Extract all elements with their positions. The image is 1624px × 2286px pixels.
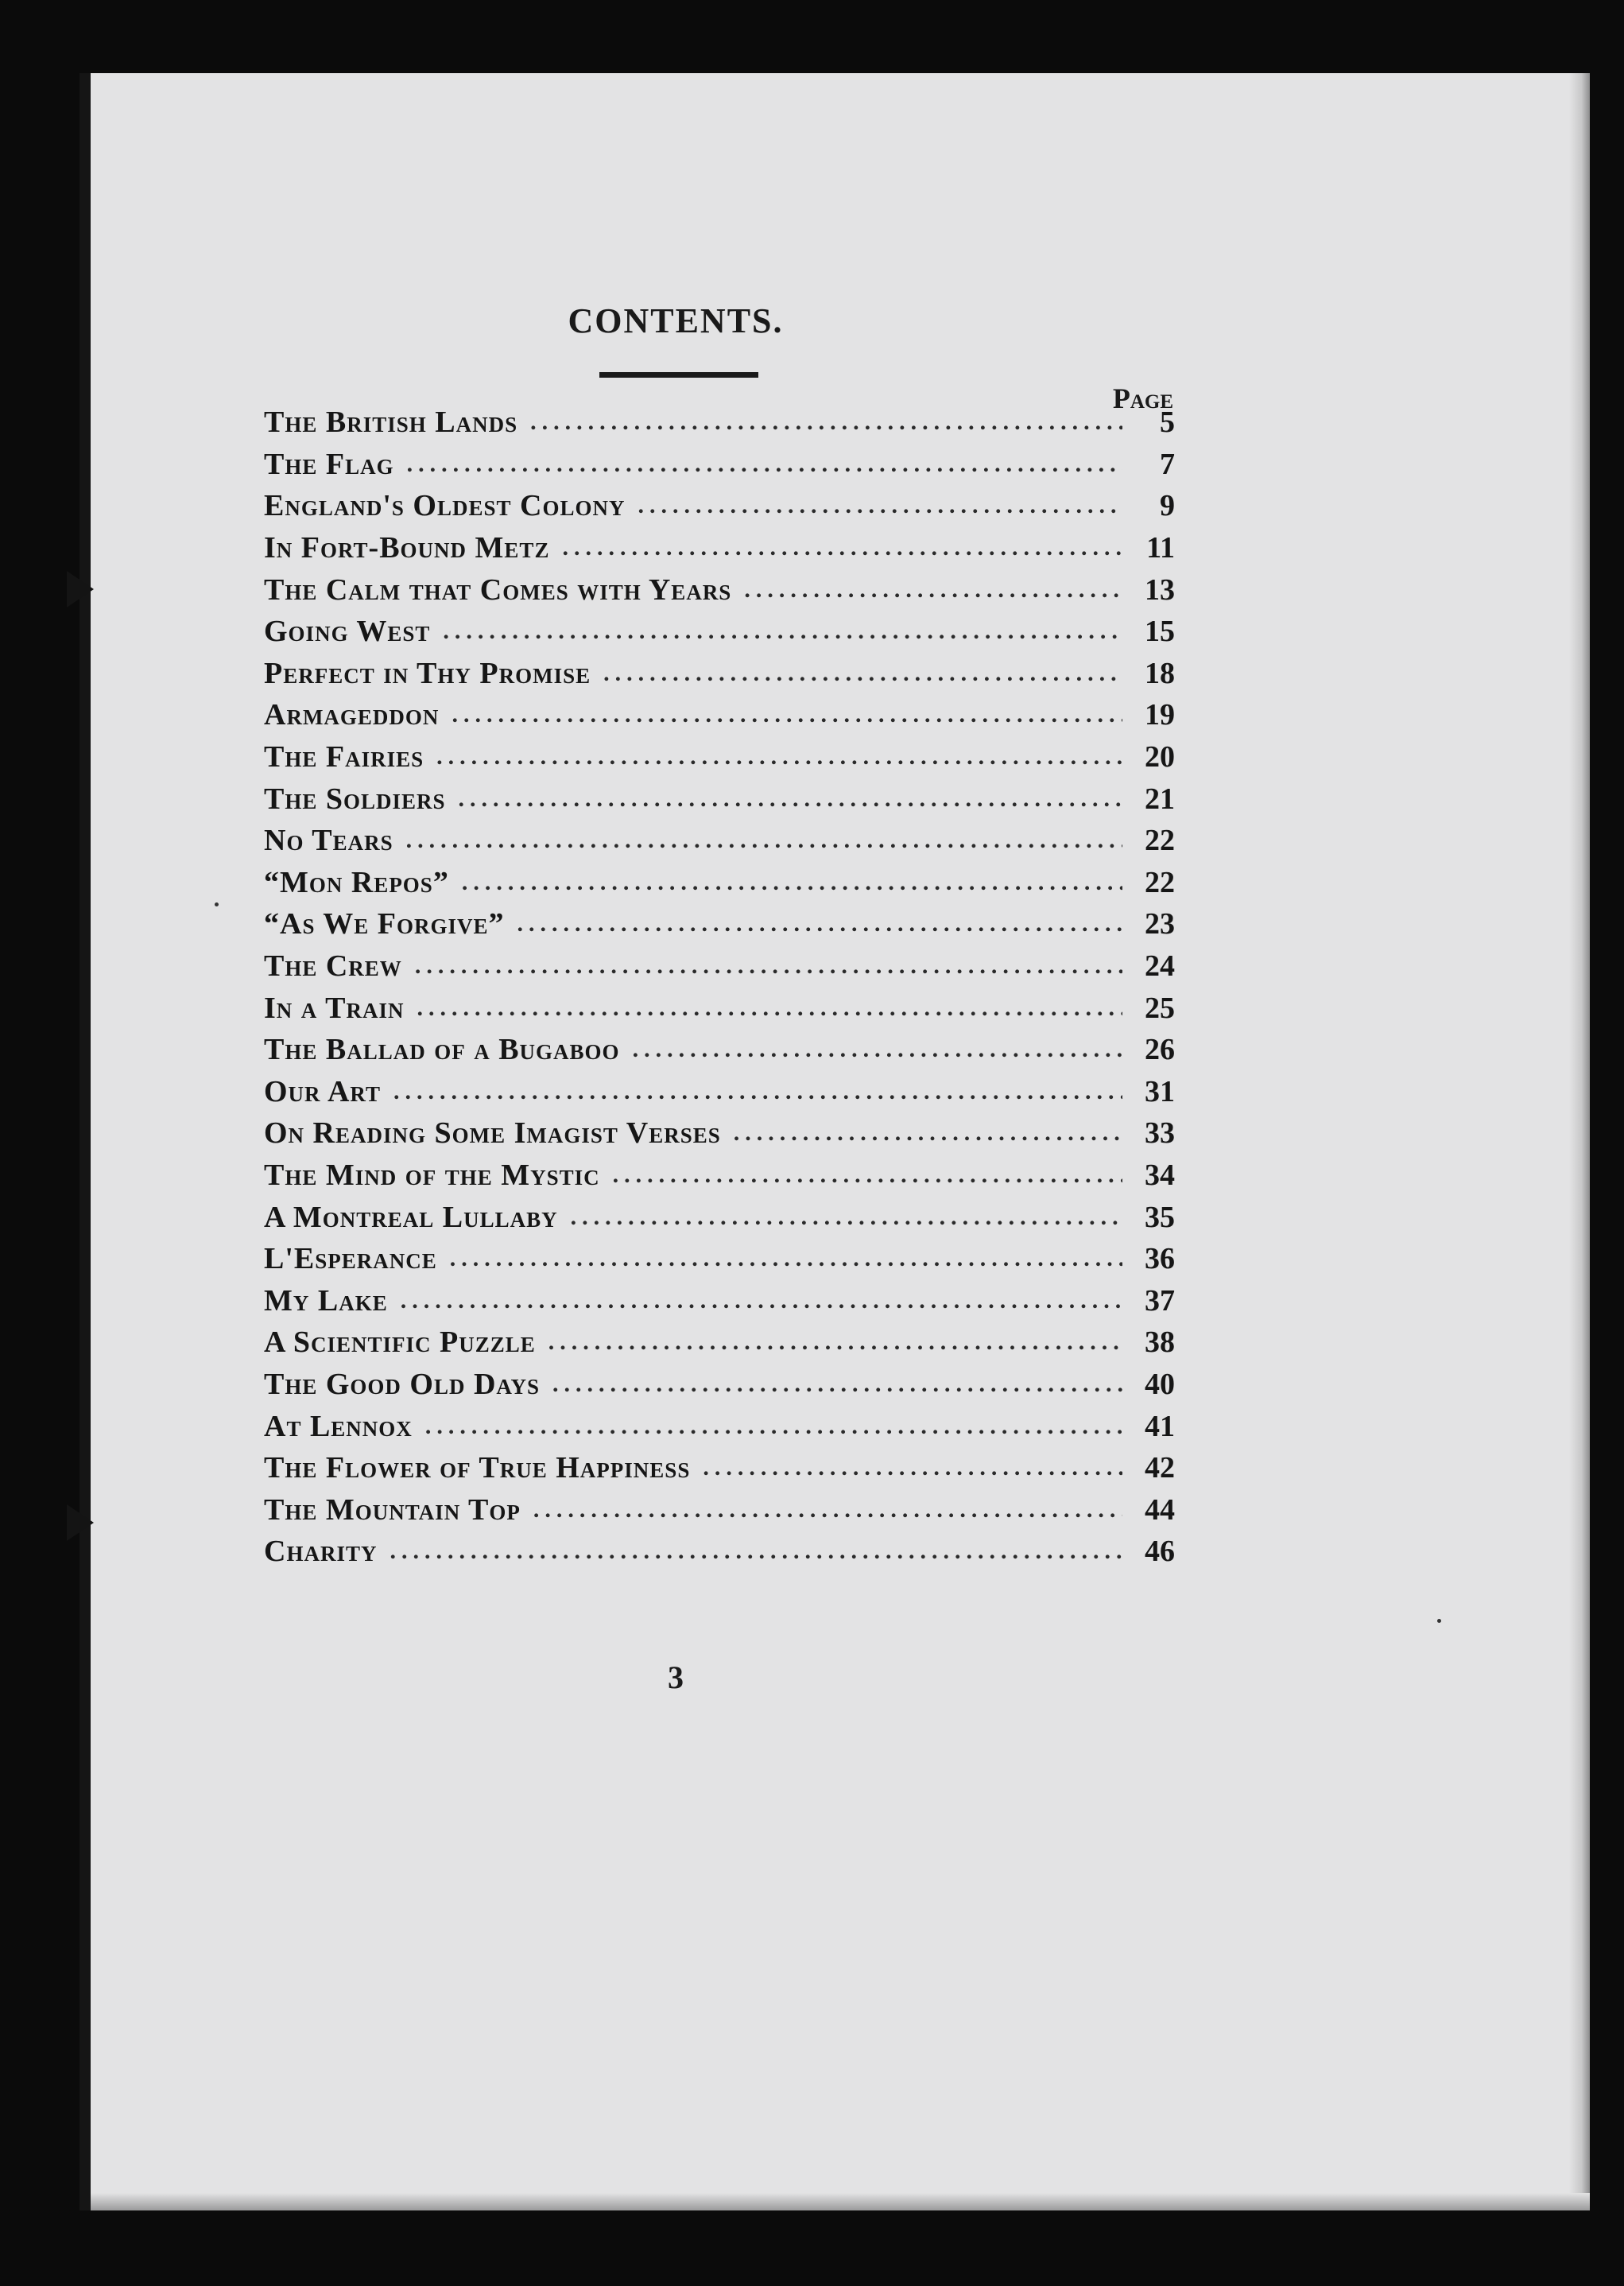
contents-entry (264, 1447, 1175, 1489)
dot-leader (436, 743, 1122, 770)
entry-page-number: 21 (1145, 782, 1175, 816)
dot-leader (517, 910, 1122, 937)
contents-entry (264, 1322, 1175, 1364)
contents-list (264, 402, 1175, 1573)
entry-title: Our Art (264, 1074, 381, 1108)
entry-title: The Fairies (264, 740, 424, 774)
entry-page-number: 19 (1145, 698, 1175, 732)
entry-title: “Mon Repos” (264, 865, 449, 899)
dot-leader (450, 1245, 1122, 1272)
dot-leader (443, 618, 1122, 645)
entry-title: The Calm that Comes with Years (264, 572, 732, 607)
entry-page-number: 5 (1160, 406, 1175, 440)
entry-title: On Reading Some Imagist Verses (264, 1116, 721, 1151)
entry-page-number: 33 (1145, 1116, 1175, 1151)
entry-title: The Mountain Top (264, 1492, 521, 1527)
entry-page-number: 38 (1145, 1325, 1175, 1360)
dot-leader (407, 451, 1122, 478)
entry-page-number: 23 (1145, 907, 1175, 941)
dot-leader (406, 827, 1122, 854)
contents-entry (264, 569, 1175, 611)
entry-title: The Flower of True Happiness (264, 1451, 691, 1485)
dot-leader (401, 1287, 1122, 1314)
page-edge-bottom (91, 2193, 1590, 2210)
dot-leader (425, 1413, 1122, 1440)
dot-leader (393, 1078, 1122, 1105)
entry-page-number: 15 (1145, 615, 1175, 649)
entry-title: The Flag (264, 447, 394, 481)
contents-entry (264, 1071, 1175, 1113)
entry-page-number: 34 (1145, 1158, 1175, 1192)
dot-leader (633, 1036, 1122, 1063)
entry-page-number: 40 (1145, 1367, 1175, 1401)
contents-entry (264, 1405, 1175, 1447)
entry-title: No Tears (264, 824, 393, 858)
entry-title: The Ballad of a Bugaboo (264, 1033, 620, 1067)
entry-page-number: 13 (1145, 572, 1175, 607)
contents-entry (264, 611, 1175, 653)
entry-page-number: 26 (1145, 1033, 1175, 1067)
entry-page-number: 31 (1145, 1074, 1175, 1108)
entry-title: Perfect in Thy Promise (264, 656, 591, 690)
entry-page-number: 46 (1145, 1535, 1175, 1569)
contents-entry (264, 736, 1175, 778)
contents-entry (264, 1488, 1175, 1531)
contents-entry (264, 1196, 1175, 1238)
entry-title: Armageddon (264, 698, 440, 732)
dot-leader (415, 953, 1122, 980)
entry-page-number: 20 (1145, 740, 1175, 774)
paper-speck (1437, 1619, 1441, 1623)
dot-leader (390, 1538, 1122, 1565)
contents-entry (264, 945, 1175, 988)
contents-entry (264, 778, 1175, 820)
contents-heading: CONTENTS. (568, 301, 784, 340)
entry-page-number: 41 (1145, 1409, 1175, 1443)
entry-title: Charity (264, 1535, 378, 1569)
entry-title: At Lennox (264, 1409, 413, 1443)
dot-leader (530, 409, 1122, 436)
dot-leader (613, 1162, 1122, 1189)
dot-leader (533, 1496, 1122, 1523)
contents-entry (264, 444, 1175, 486)
entry-page-number: 11 (1146, 531, 1175, 565)
entry-title: A Scientific Puzzle (264, 1325, 536, 1360)
binding-tab-mark (67, 1504, 94, 1541)
dot-leader (462, 869, 1122, 896)
entry-title: Going West (264, 615, 431, 649)
entry-title: “As We Forgive” (264, 907, 505, 941)
entry-page-number: 22 (1145, 824, 1175, 858)
dot-leader (459, 786, 1122, 813)
contents-entry (264, 862, 1175, 904)
contents-entry (264, 1364, 1175, 1406)
entry-page-number: 42 (1145, 1451, 1175, 1485)
entry-page-number: 44 (1145, 1492, 1175, 1527)
contents-entry (264, 485, 1175, 527)
entry-page-number: 35 (1145, 1200, 1175, 1234)
entry-title: The Mind of the Mystic (264, 1158, 600, 1192)
entry-page-number: 22 (1145, 865, 1175, 899)
entry-title: The Good Old Days (264, 1367, 540, 1401)
contents-entry (264, 527, 1175, 569)
entry-page-number: 25 (1145, 991, 1175, 1025)
contents-entry (264, 1029, 1175, 1071)
contents-entry (264, 1112, 1175, 1155)
contents-entry (264, 987, 1175, 1029)
dot-leader (734, 1120, 1122, 1147)
entry-title: England's Oldest Colony (264, 489, 626, 523)
dot-leader (603, 660, 1122, 687)
entry-title: L'Esperance (264, 1242, 437, 1276)
binding-tab-mark (67, 571, 94, 607)
entry-page-number: 36 (1145, 1242, 1175, 1276)
paper-speck (215, 902, 219, 906)
heading-rule (599, 372, 758, 378)
entry-page-number: 9 (1160, 489, 1175, 523)
contents-entry (264, 653, 1175, 695)
page-number: 3 (668, 1659, 684, 1695)
contents-entry (264, 402, 1175, 444)
contents-entry (264, 694, 1175, 736)
entry-page-number: 37 (1145, 1283, 1175, 1318)
dot-leader (452, 701, 1122, 728)
dot-leader (571, 1204, 1122, 1231)
entry-title: The Crew (264, 949, 402, 984)
dot-leader (562, 534, 1122, 561)
entry-title: In a Train (264, 991, 405, 1025)
dot-leader (638, 492, 1122, 519)
contents-entry (264, 820, 1175, 862)
entry-title: The Soldiers (264, 782, 446, 816)
contents-entry (264, 1238, 1175, 1280)
page-edge-right (1569, 73, 1590, 2210)
dot-leader (744, 576, 1122, 604)
dot-leader (417, 995, 1122, 1022)
dot-leader (552, 1371, 1122, 1398)
page-column-label: Page (1112, 382, 1173, 414)
entry-page-number: 18 (1145, 656, 1175, 690)
entry-page-number: 24 (1145, 949, 1175, 984)
entry-title: In Fort-Bound Metz (264, 531, 550, 565)
dot-leader (548, 1329, 1122, 1356)
contents-entry (264, 1155, 1175, 1197)
entry-page-number: 7 (1160, 447, 1175, 481)
contents-entry (264, 1531, 1175, 1573)
entry-title: A Montreal Lullaby (264, 1200, 558, 1234)
dot-leader (703, 1454, 1122, 1481)
entry-title: The British Lands (264, 406, 518, 440)
contents-entry (264, 903, 1175, 945)
contents-entry (264, 1279, 1175, 1322)
entry-title: My Lake (264, 1283, 388, 1318)
